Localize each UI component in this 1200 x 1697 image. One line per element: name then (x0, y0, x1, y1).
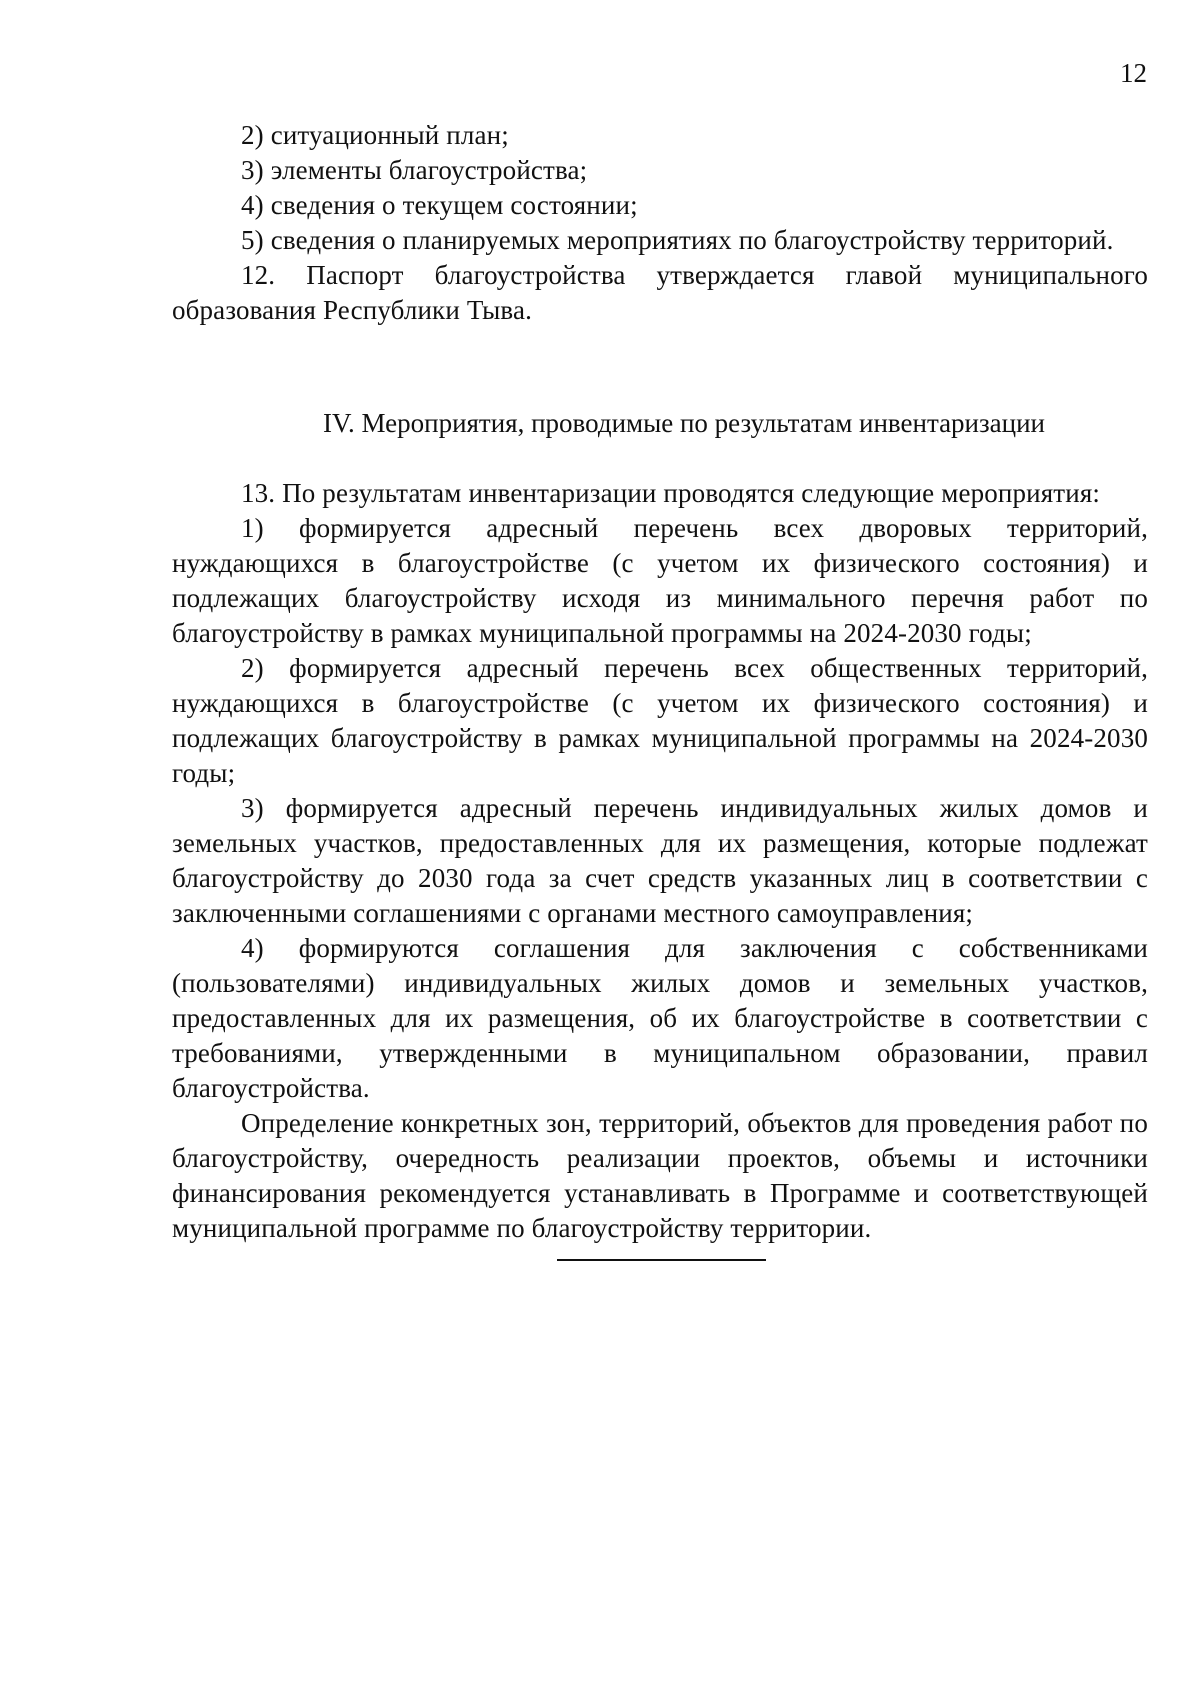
closing-paragraph: Определение конкретных зон, территорий, объектов для проведения работ по благоустройству, очередность реализации проектов, объемы и источники финансирования рекомендуется устанавливать в Программе и соответствующей муниципальной программе по благоустройству территории. (172, 1108, 1148, 1243)
list-item: 3) формируется адресный перечень индивидуальных жилых домов и земельных участков, предоставленных для их размещения, которые подлежат благоустройству до 2030 года за счет средств указанных лиц в соответствии с заключенными соглашениями с органами местного самоуправления; (172, 793, 1148, 928)
page-number: 12 (1120, 58, 1147, 88)
section-body (172, 476, 1148, 1246)
paragraph-12: 12. Паспорт благоустройства утверждается главой муниципального образования Республики Тыва. (172, 260, 1148, 325)
list-item: 3) элементы благоустройства; (241, 155, 588, 185)
list-item: 5) сведения о планируемых мероприятиях по благоустройству территорий. (241, 225, 1114, 255)
paragraph-13: 13. По результатам инвентаризации проводятся следующие мероприятия: (241, 478, 1101, 508)
list-item: 4) формируются соглашения для заключения с собственниками (пользователями) индивидуальных жилых домов и земельных участков, предоставленных для их размещения, об их благоустройстве в соответствии с требованиями, утвержденными в муниципальном образовании, правил благоустройства. (172, 933, 1148, 1103)
list-item: 4) сведения о текущем состоянии; (241, 190, 638, 220)
list-item: 2) ситуационный план; (241, 120, 509, 150)
section-heading: IV. Мероприятия, проводимые по результатам инвентаризации (322, 408, 1046, 438)
end-divider (557, 1259, 766, 1261)
list-item: 2) формируется адресный перечень всех общественных территорий, нуждающихся в благоустройстве (с учетом их физического состояния) и подлежащих благоустройству в рамках муниципальной программы на 2024-2030 годы; (172, 653, 1148, 788)
list-item: 1) формируется адресный перечень всех дворовых территорий, нуждающихся в благоустройстве (с учетом их физического состояния) и подлежащих благоустройству исходя из минимального перечня работ по благоустройству в рамках муниципальной программы на 2024-2030 годы; (172, 513, 1148, 648)
list-continuation (172, 118, 1148, 328)
